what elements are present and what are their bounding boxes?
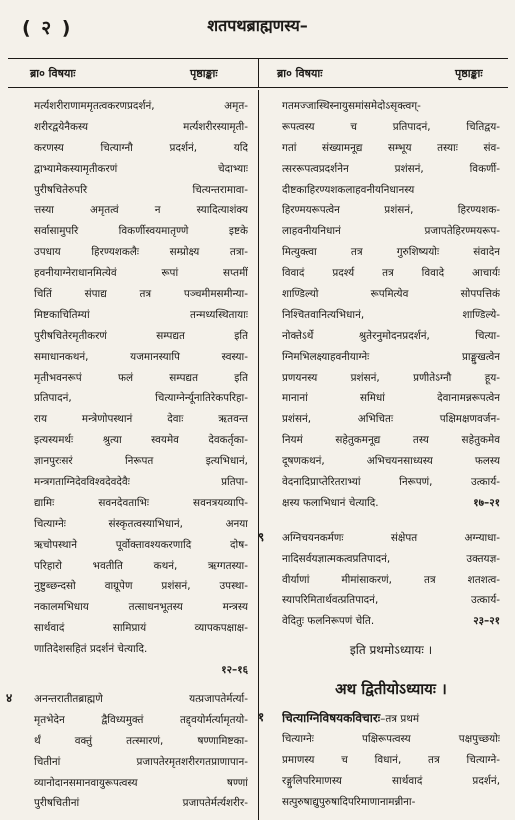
left-line: मृतीभवनरूपं फलं सम्पद्यत इति xyxy=(34,371,248,384)
right-line: वेदनादिप्राप्तेरितराभ्यां निरूपणं, उत्कार्य- xyxy=(282,476,500,489)
page-number: ( २ ) xyxy=(22,17,73,39)
left-entry2-line: मृतभेदेन द्वैविध्यमुक्तं तद्द्वयोर्मर्त्यामृतयो- xyxy=(34,713,248,726)
right-line: निश्चितवानित्यभिधानं, शाण्डिल्ये- xyxy=(282,308,500,321)
left-page-heading: पृष्ठाङ्काः xyxy=(190,67,218,80)
left-line: सार्थवादं सामिप्रायं व्यापकपक्षाक्ष- xyxy=(34,622,248,635)
left-page-ref: १२–१६ xyxy=(221,664,248,677)
left-line: समाधानकथनं, यजमानस्यापि स्वस्या- xyxy=(34,350,248,363)
right-line: प्रणयनस्य प्रशंसनं, प्रणीतेऽग्नौ हूय- xyxy=(282,371,500,384)
left-entry2-line: अनन्तरातीतब्राह्मणे यत्प्रजापतेर्मर्त्या- xyxy=(34,692,248,705)
right-entry9-line: स्यापरिमितार्थवत्प्रतिपादनं, उत्कार्य- xyxy=(282,594,500,607)
right-section-line: सत्पुरुषाद्युपुरुषादिपरिमाणानामन्नीना- xyxy=(282,795,416,808)
left-entry2-line: चितीनां प्रजापतेरमृतशरीरगतप्राणापान- xyxy=(34,755,248,768)
left-line: द्यामिः सवनदेवताभिः सवनत्रयव्यापि- xyxy=(34,496,248,509)
left-line: मन्त्रगताग्निदेवविश्वदेवदेवैः प्रतिपा- xyxy=(34,476,248,489)
section-heading-tail: –तत्र प्रथमं xyxy=(380,713,420,726)
section-number: १ xyxy=(258,710,265,724)
left-line: पुरीषचितेरमृतीकरणं सम्पद्यत इति xyxy=(34,329,248,342)
page-header xyxy=(0,0,515,58)
right-entry9-line: नादिसर्वयज्ञात्मकत्वप्रतिपादनं, उक्तयज्ञ- xyxy=(282,552,500,565)
right-line: त्सररूपत्वप्रदर्शनेन प्रशंसनं, विकर्णी- xyxy=(282,162,500,175)
right-line: ग्निमभिलक्ष्याहवनीयाग्नेः प्राङ्मुखत्वेन xyxy=(282,350,500,363)
right-line: शाण्डिल्यो रूपमित्येव सोपपत्तिकं xyxy=(282,288,500,301)
left-line: करणस्य चित्याग्नौ प्रदर्शनं, यदि xyxy=(34,141,248,154)
right-line: दीष्टकाहिरण्यशकलाहवनीयनिधानस्य xyxy=(282,183,415,196)
left-column xyxy=(34,96,248,814)
page-title: शतपथब्राह्मणस्य– xyxy=(207,16,308,35)
left-entry2-line: व्यानोदानसमानवायुरूपत्वस्य षण्णां xyxy=(34,776,248,789)
left-line: ज्ञानपुरःसरं निरूपत इत्यभिधानं, xyxy=(34,455,248,468)
left-line: सर्वासामुपरि विकर्णीस्वयमातृण्णे इष्टके xyxy=(34,225,248,238)
chapter-end-note: इति प्रथमोऽध्यायः । xyxy=(349,643,433,658)
right-section-line: रङ्गुलिपरिमाणस्य सार्थवादं प्रदर्शनं, xyxy=(282,774,500,787)
left-line: त्तस्या अमृतत्वं न स्यादित्याशंक्य xyxy=(34,204,248,217)
left-entry2-line: र्थं वक्तुं तत्स्मारणं, षण्णामिष्टका- xyxy=(34,734,248,747)
left-line: मिष्टकाचितिम्यां तन्मध्यस्थितायाः xyxy=(34,308,248,321)
left-line: णातिदेशसहितं प्रदर्शनं चेत्यादि. xyxy=(34,643,148,656)
right-line: रूपत्वस्य च प्रतिपादनं, चितिद्वय- xyxy=(282,120,500,133)
right-line: हिरण्मयरूपत्वेन प्रशंसनं, हिरण्यशक- xyxy=(282,204,500,217)
right-entry9-last: २३–२१ वेदितुः फलनिरूपणं चेति. xyxy=(282,611,500,632)
right-page-heading: पृष्ठाङ्काः xyxy=(455,67,483,80)
right-page-ref: १७–२१ xyxy=(473,496,500,509)
left-line: नकालमभिधाय तत्साधनभूतस्य मन्त्रस्य xyxy=(34,601,248,614)
right-line: दूषणकथनं, अभिचयनसाध्यस्य फलस्य xyxy=(282,455,500,468)
right-line: मानानां समिधां देवानामन्नरूपत्वेन xyxy=(282,392,500,405)
right-line: नोक्तेऽर्थे श्रुतेरनुमोदनप्रदर्शनं, चित्या- xyxy=(282,329,500,342)
right-entry9-line: वीर्याणां मीमांसाकरणं, तत्र शतशत्व- xyxy=(282,573,500,586)
right-line: गतां संख्यामनूद्य सम्भूय तस्याः संव- xyxy=(282,141,500,154)
right-column-heading: ब्रा० विषयाः xyxy=(277,67,323,80)
right-line: प्रशंसनं, अभिचितः पक्षिमक्षणवर्जन- xyxy=(282,413,500,426)
right-section-line: प्रमाणस्य च विधानं, तत्र चित्याग्ने- xyxy=(282,753,500,766)
left-line: इत्यस्यमर्थः श्रुत्या स्वयमेव देवकर्तृका- xyxy=(34,434,248,447)
left-ref-line xyxy=(34,660,248,681)
right-entry-number: ९ xyxy=(258,530,265,544)
right-section-line: चित्याग्नेः पक्षिरूपत्वस्य पक्षपुच्छयोः xyxy=(282,732,500,745)
right-column xyxy=(282,96,500,813)
left-entry2-line: पुरीषचितीनां प्रजापतेर्मर्त्यशरीर- xyxy=(34,797,248,810)
left-line: परिहारो भवतीति कथनं, ऋग्गतस्या- xyxy=(34,559,248,572)
left-line: चितिं संपाद्य तत्र पञ्चमीमसमीन्या- xyxy=(34,288,248,301)
chapter-title: अथ द्वितीयोऽध्यायः । xyxy=(335,680,447,699)
left-line: शरीरद्वयेनैकस्य मर्त्यशरीरस्यामृती- xyxy=(34,120,248,133)
left-line: उपधाय हिरण्यशकलैः सम्प्रोक्ष्य तत्रा- xyxy=(34,246,248,259)
left-line: द्वाभ्यामेकस्यामृतीकरणं चेदाभ्याः xyxy=(34,162,248,175)
right-line: लाहवनीयनिधानं प्रजापतेहिरण्मयरूप- xyxy=(282,225,500,238)
column-header-divider xyxy=(258,58,259,88)
left-line: प्रतिपादनं, चित्याग्नेर्न्यूनातिरेकपरिहा- xyxy=(34,392,248,405)
left-column-heading: ब्रा० विषयाः xyxy=(30,67,76,80)
left-line: मर्त्यशरीराणाममृतत्वकरणप्रदर्शनं, अमृत- xyxy=(34,100,248,112)
left-line: नुष्टुब्छन्दसो वाग्रूपेण प्रशंसनं, उपस्था- xyxy=(34,580,248,593)
right-line-last: १७–२१ क्षस्य फलाभिधानं चेत्यादि. xyxy=(282,493,500,514)
right-entry9-line: अग्निचयनकर्मणः संक्षेपत अग्न्याधा- xyxy=(282,531,500,544)
section-heading: चित्याग्निविषयकविचारः xyxy=(282,711,381,726)
left-entry-number: ४ xyxy=(6,691,13,705)
right-line: मित्युक्त्वा तत्र गुरुशिष्ययोः संवादेन xyxy=(282,246,500,259)
right-line: गतमज्जास्थिस्नायुसमांसमेदोऽसृक्त्वग्- xyxy=(282,100,421,112)
right-line: नियमं सहेतुकमनूद्य तस्य सहेतुकमेव xyxy=(282,434,500,447)
right-page-ref-2: २३–२१ xyxy=(473,615,500,628)
left-line: ऋचोपस्थाने पूर्वोक्तावश्यकरणादि दोष- xyxy=(34,538,248,551)
left-line: राय मन्त्रेणोपस्थानं देवाः ऋतवन्त xyxy=(34,413,248,426)
left-line: पुरीषचितेरुपरि चित्यन्तरामावा- xyxy=(34,183,248,196)
left-line: हवनीयाग्नेराधानमित्येवं रूपां सप्तमीं xyxy=(34,267,248,280)
left-line: चित्याग्नेः संस्कृतत्वस्याभिधानं, अनया xyxy=(34,517,248,530)
right-line: विवादं प्रदर्श्य तत्र विवादे आचार्यः xyxy=(282,267,500,280)
section-heading-line xyxy=(282,708,500,729)
